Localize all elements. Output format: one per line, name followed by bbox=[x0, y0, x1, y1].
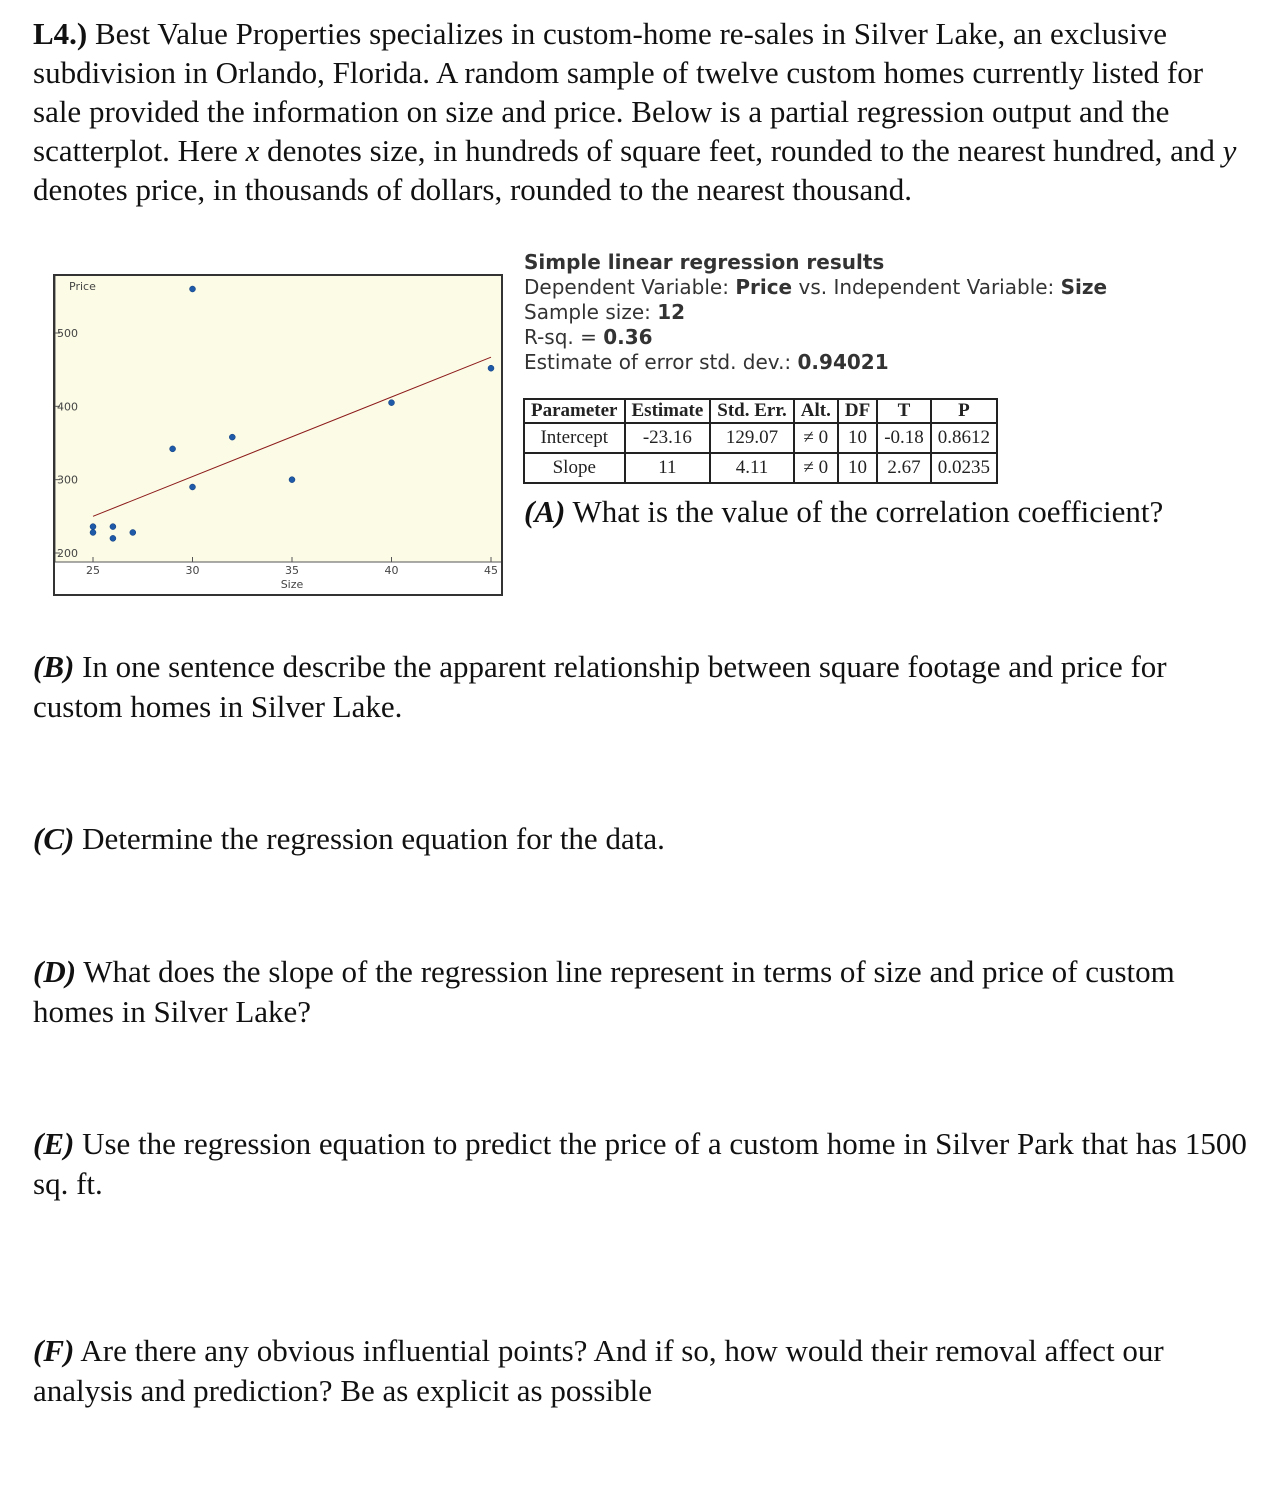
sample-size-line bbox=[524, 300, 1107, 325]
dependent-variable-line bbox=[524, 275, 1107, 300]
data-point bbox=[389, 400, 395, 406]
question-label: (A) bbox=[524, 494, 566, 529]
table-cell: Intercept bbox=[524, 423, 625, 453]
table-cell: ≠ 0 bbox=[794, 423, 838, 453]
header-cell: Estimate bbox=[625, 399, 711, 423]
y-tick-label: 500 bbox=[57, 327, 78, 340]
question-label: (F) bbox=[33, 1333, 75, 1368]
data-point bbox=[90, 524, 96, 530]
table-row bbox=[524, 423, 997, 453]
dep-var: Price bbox=[735, 275, 793, 299]
y-tick-label: 300 bbox=[57, 473, 78, 487]
y-tick-label: 200 bbox=[57, 547, 78, 560]
error-line bbox=[524, 350, 1107, 375]
problem-intro bbox=[33, 14, 1248, 209]
question-e bbox=[33, 1124, 1248, 1204]
err-value: 0.94021 bbox=[797, 350, 889, 374]
table-cell: Slope bbox=[524, 453, 625, 483]
x-tick-label: 25 bbox=[86, 564, 100, 577]
rsq-value: 0.36 bbox=[603, 325, 653, 349]
header-cell: T bbox=[877, 399, 931, 423]
scatterplot bbox=[53, 274, 503, 596]
vs-text: vs. Independent Variable: bbox=[792, 275, 1061, 299]
plot-background bbox=[55, 276, 501, 562]
question-text: What does the slope of the regression line represent in terms of size and price of custom homes in Silver Lake? bbox=[33, 954, 1175, 1029]
table-cell: 0.8612 bbox=[931, 423, 997, 453]
y-axis-label: Price bbox=[69, 280, 96, 293]
data-point bbox=[90, 529, 96, 535]
indep-var: Size bbox=[1060, 275, 1108, 299]
data-point bbox=[289, 477, 295, 483]
question-label: (D) bbox=[33, 954, 77, 989]
scatterplot-svg bbox=[55, 276, 501, 594]
table-row bbox=[524, 453, 997, 483]
rsq-line bbox=[524, 325, 1107, 350]
header-cell: DF bbox=[838, 399, 877, 423]
x-tick-label: 30 bbox=[185, 564, 200, 577]
question-label: (B) bbox=[33, 649, 75, 684]
x-axis-label: Size bbox=[280, 578, 304, 591]
data-point bbox=[170, 446, 176, 452]
err-prefix: Estimate of error std. dev.: bbox=[524, 350, 798, 374]
table-cell: 10 bbox=[838, 453, 877, 483]
rsq-prefix: R-sq. = bbox=[524, 325, 604, 349]
question-text: Use the regression equation to predict the price of a custom home in Silver Park that has 1500 sq. ft. bbox=[33, 1126, 1247, 1201]
data-point bbox=[130, 529, 136, 535]
question-text: Determine the regression equation for the data. bbox=[74, 821, 665, 856]
question-text: In one sentence describe the apparent relationship between square footage and price for custom homes in Silver Lake. bbox=[33, 649, 1167, 724]
intro-text: Best Value Properties specializes in custom-home re-sales in Silver Lake, an exclusive subdivision in Orlando, Florida. A random sample of twelve custom homes currently listed for sale provided the information on size and price. Below is a partial regression output and the scatterplot. Here bbox=[33, 16, 1204, 168]
intro-text-mid: denotes size, in hundreds of square feet, rounded to the nearest hundred, and bbox=[259, 133, 1223, 168]
header-cell: P bbox=[931, 399, 997, 423]
table-cell: -0.18 bbox=[877, 423, 931, 453]
problem-label: L4.) bbox=[33, 16, 88, 51]
x-variable: x bbox=[245, 133, 260, 168]
data-point bbox=[190, 286, 196, 292]
regression-title: Simple linear regression results bbox=[524, 250, 885, 274]
question-f bbox=[33, 1331, 1248, 1411]
table-cell: -23.16 bbox=[625, 423, 711, 453]
x-tick-label: 45 bbox=[484, 564, 498, 577]
question-a bbox=[524, 494, 1224, 530]
table-header-row bbox=[524, 399, 997, 423]
question-b bbox=[33, 647, 1248, 727]
question-c bbox=[33, 819, 1248, 859]
header-cell: Parameter bbox=[524, 399, 625, 423]
question-d bbox=[33, 952, 1248, 1032]
question-text: What is the value of the correlation coefficient? bbox=[565, 494, 1164, 529]
question-text: Are there any obvious influential points? And if so, how would their removal affect our analysis and prediction? Be as explicit as possible bbox=[33, 1333, 1164, 1408]
table-cell: ≠ 0 bbox=[794, 453, 838, 483]
dep-prefix: Dependent Variable: bbox=[524, 275, 736, 299]
intro-text-end: denotes price, in thousands of dollars, rounded to the nearest thousand. bbox=[33, 172, 912, 207]
x-tick-label: 40 bbox=[384, 564, 399, 577]
table-cell: 10 bbox=[838, 423, 877, 453]
sample-prefix: Sample size: bbox=[524, 300, 658, 324]
question-label: (E) bbox=[33, 1126, 75, 1161]
data-point bbox=[229, 434, 235, 440]
regression-summary bbox=[524, 250, 1107, 375]
table-cell: 2.67 bbox=[877, 453, 931, 483]
table-cell: 4.11 bbox=[710, 453, 794, 483]
header-cell: Std. Err. bbox=[710, 399, 794, 423]
question-label: (C) bbox=[33, 821, 75, 856]
parameter-table bbox=[523, 398, 998, 484]
y-tick-label: 400 bbox=[57, 400, 78, 414]
y-variable: y bbox=[1222, 133, 1237, 168]
table-cell: 129.07 bbox=[710, 423, 794, 453]
sample-size: 12 bbox=[657, 300, 686, 324]
x-tick-label: 35 bbox=[285, 564, 299, 577]
data-point bbox=[488, 365, 494, 371]
header-cell: Alt. bbox=[794, 399, 838, 423]
data-point bbox=[110, 524, 116, 530]
table-cell: 0.0235 bbox=[931, 453, 997, 483]
table-cell: 11 bbox=[625, 453, 711, 483]
data-point bbox=[190, 484, 196, 490]
data-point bbox=[110, 535, 116, 541]
